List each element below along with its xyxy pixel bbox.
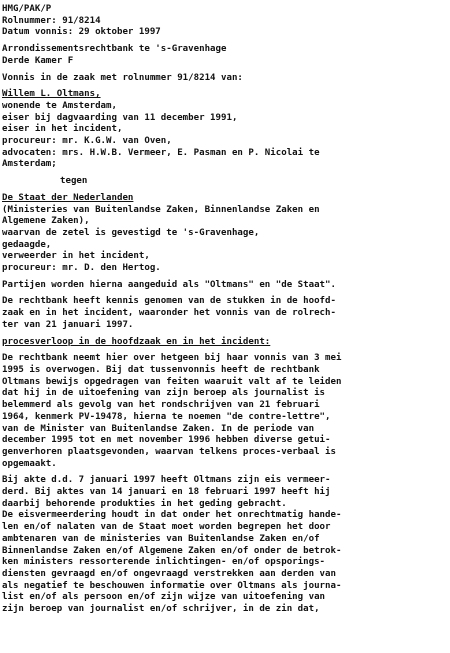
paragraph-line: genverhoren plaatsgevonden, waarvan telkens proces-verbaal is — [2, 446, 336, 457]
defendant-details — [2, 205, 448, 275]
paragraph-line: diensten gevraagd en/of ongevraagd verstrekken aan derden van — [2, 568, 336, 579]
defendant-line: procureur: mr. D. den Hertog. — [2, 263, 161, 274]
reference-code: HMG/PAK/P — [2, 4, 52, 14]
defendant-line: (Ministeries van Buitenlandse Zaken, Binnenlandse Zaken en — [2, 204, 320, 215]
paragraph-line: len en/of nalaten van de Staat moet worden begrepen het door — [2, 522, 331, 533]
plaintiff-line: procureur: mr. K.G.W. van Oven, — [2, 136, 172, 147]
paragraph-line: als negatief te beschouwen informatie over Oltmans als journa- — [2, 580, 342, 591]
paragraph-line: Binnenlandse Zaken en/of Algemene Zaken en/of onder de betrok- — [2, 545, 342, 556]
paragraph-line: december 1995 tot en met november 1996 hebben diverse getui- — [2, 435, 331, 446]
paragraph-line: 1995 is overwogen. Bij dat tussenvonnis heeft de rechtbank — [2, 364, 320, 375]
paragraph-proceedings — [2, 353, 448, 470]
defendant-name: De Staat der Nederlanden — [2, 192, 134, 203]
defendant-line: verweerder in het incident, — [2, 251, 150, 262]
paragraph-line: De eisvermeerdering houdt in dat onder het onrechtmatig hande- — [2, 510, 342, 521]
plaintiff-line: eiser bij dagvaarding van 11 december 1991, — [2, 112, 238, 123]
section-heading: procesverloop in de hoofdzaak en in het incident: — [2, 336, 271, 347]
defendant-line: Algemene Zaken), — [2, 216, 90, 227]
court-name: Arrondissementsrechtbank te 's-Gravenhage — [2, 44, 227, 55]
plaintiff-line: eiser in het incident, — [2, 124, 123, 135]
paragraph-line: dat hij in de uitoefening van zijn beroep als journalist is — [2, 388, 326, 399]
paragraph-line: ter van 21 januari 1997. — [2, 319, 134, 330]
parties-note: Partijen worden hierna aangeduid als "Oltmans" en "de Staat". — [2, 279, 336, 290]
plaintiff-line: wonende te Amsterdam, — [2, 100, 117, 111]
paragraph-line: zaak en in het incident, waaronder het vonnis van de rolrech- — [2, 308, 336, 319]
judgment-date: Datum vonnis: 29 oktober 1997 — [2, 27, 161, 38]
plaintiff-line: advocaten: mrs. H.W.B. Vermeer, E. Pasman en P. Nicolai te — [2, 147, 320, 158]
paragraph-documents — [2, 296, 448, 331]
paragraph-line: Bij akte d.d. 7 januari 1997 heeft Oltmans zijn eis vermeer- — [2, 475, 331, 486]
judgment-intro: Vonnis in de zaak met rolnummer 91/8214 van: — [2, 72, 243, 83]
paragraph-line: opgemaakt. — [2, 458, 57, 469]
paragraph-line: Oltmans bewijs opgedragen van feiten waaruit valt af te leiden — [2, 376, 342, 387]
paragraph-line: zijn beroep van journalist en/of schrijver, in de zin dat, — [2, 604, 320, 615]
paragraph-line: daarbij behorende produkties in het geding gebracht. — [2, 498, 287, 509]
paragraph-line: De rechtbank neemt hier over hetgeen bij haar vonnis van 3 mei — [2, 353, 342, 364]
paragraph-line: 1964, kenmerk PV-19478, hierna te noemen "de contre-lettre", — [2, 411, 331, 422]
paragraph-line: De rechtbank heeft kennis genomen van de stukken in de hoofd- — [2, 296, 336, 307]
plaintiff-details — [2, 101, 448, 171]
plaintiff-name: Willem L. Oltmans, — [2, 89, 101, 100]
defendant-line: gedaagde, — [2, 239, 52, 250]
defendant-line: waarvan de zetel is gevestigd te 's-Gravenhage, — [2, 227, 260, 238]
paragraph-line: list en/of als persoon en/of zijn wijze van uitoefening van — [2, 592, 326, 603]
paragraph-line: ambtenaren van de ministeries van Buitenlandse Zaken en/of — [2, 533, 320, 544]
paragraph-line: belemmerd als gevolg van het rondschrijven van 21 februari — [2, 400, 320, 411]
court-chamber: Derde Kamer F — [2, 55, 74, 66]
paragraph-line: van de Minister van Buitenlandse Zaken. In de periode van — [2, 423, 315, 434]
plaintiff-line: Amsterdam; — [2, 159, 57, 170]
versus-label: tegen — [60, 176, 88, 187]
paragraph-claim-increase — [2, 475, 448, 615]
paragraph-line: derd. Bij aktes van 14 januari en 18 februari 1997 heeft hij — [2, 487, 331, 498]
paragraph-line: ken ministers ressorterende inlichtingen- en/of opsporings- — [2, 557, 326, 568]
case-number: Rolnummer: 91/8214 — [2, 15, 101, 26]
